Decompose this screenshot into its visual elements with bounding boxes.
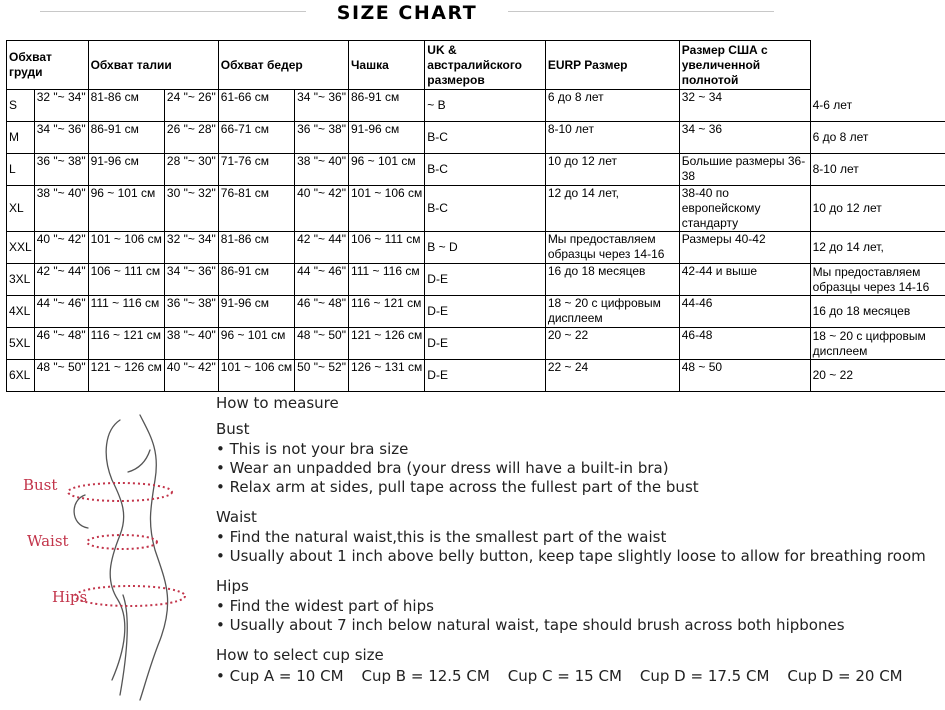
waist-label: Waist bbox=[27, 532, 69, 550]
eu-size-cell: Размеры 40-42 bbox=[679, 232, 810, 264]
eu-size-cell: 46-48 bbox=[679, 328, 810, 360]
table-row bbox=[7, 232, 945, 264]
cup-cm-cell: 86-91 см bbox=[348, 90, 424, 122]
waist-in-cell: 32 "~ 34" bbox=[164, 232, 218, 264]
guide-heading: How to measure bbox=[216, 394, 339, 412]
cup-heading: How to select cup size bbox=[216, 646, 384, 664]
cup-cm-cell: 116 ~ 121 см bbox=[348, 296, 424, 328]
cup-cm-cell: 91-96 см bbox=[348, 122, 424, 154]
header-bust: Обхват груди bbox=[7, 41, 89, 90]
header-hips: Обхват бедер bbox=[218, 41, 348, 90]
header-waist: Обхват талии bbox=[88, 41, 218, 90]
bust-cell: 48 "~ 50" bbox=[34, 360, 88, 392]
cup-cell: B-C bbox=[425, 186, 546, 232]
hips-tip: • Find the widest part of hips bbox=[216, 597, 434, 615]
size-cell: XL bbox=[7, 186, 35, 232]
waist-in-cell: 30 "~ 32" bbox=[164, 186, 218, 232]
header-us: Размер США с увеличенной полнотой bbox=[679, 41, 810, 90]
waist-in-cell: 24 "~ 26" bbox=[164, 90, 218, 122]
bust-cell: 34 "~ 36" bbox=[34, 122, 88, 154]
cup-cm-cell: 121 ~ 126 см bbox=[348, 328, 424, 360]
waist-cm-cell: 111 ~ 116 см bbox=[88, 296, 164, 328]
table-row bbox=[7, 122, 945, 154]
cup-cm-cell: 111 ~ 116 см bbox=[348, 264, 424, 296]
hips-cm-cell: 66-71 см bbox=[218, 122, 294, 154]
eu-size-cell: 32 ~ 34 bbox=[679, 90, 810, 122]
bust-cell: 46 "~ 48" bbox=[34, 328, 88, 360]
table-row bbox=[7, 296, 945, 328]
cup-cell: D-E bbox=[425, 328, 546, 360]
eu-size-cell: 34 ~ 36 bbox=[679, 122, 810, 154]
cup-size-item: Cup B = 12.5 CM bbox=[361, 667, 490, 685]
bust-cell: 38 "~ 40" bbox=[34, 186, 88, 232]
bust-section-title: Bust bbox=[216, 420, 250, 438]
hips-in-cell: 42 "~ 44" bbox=[295, 232, 349, 264]
bust-cell: 42 "~ 44" bbox=[34, 264, 88, 296]
title-divider-right bbox=[508, 11, 774, 12]
hips-cm-cell: 91-96 см bbox=[218, 296, 294, 328]
cup-cell: B-C bbox=[425, 154, 546, 186]
hips-cm-cell: 96 ~ 101 см bbox=[218, 328, 294, 360]
cup-cm-cell: 106 ~ 111 см bbox=[348, 232, 424, 264]
size-cell: XXL bbox=[7, 232, 35, 264]
hips-cm-cell: 101 ~ 106 см bbox=[218, 360, 294, 392]
size-cell: M bbox=[7, 122, 35, 154]
cup-cell: D-E bbox=[425, 360, 546, 392]
hips-cm-cell: 81-86 см bbox=[218, 232, 294, 264]
hips-in-cell: 36 "~ 38" bbox=[295, 122, 349, 154]
header-uk: UK & австралийского размеров bbox=[425, 41, 546, 90]
waist-tip: • Usually about 1 inch above belly button, keep tape slightly loose to allow for breathing room bbox=[216, 547, 926, 565]
uk-size-cell: 6 до 8 лет bbox=[545, 90, 679, 122]
measure-guide bbox=[216, 393, 941, 686]
hips-in-cell: 50 "~ 52" bbox=[295, 360, 349, 392]
hips-in-cell: 38 "~ 40" bbox=[295, 154, 349, 186]
waist-cm-cell: 96 ~ 101 см bbox=[88, 186, 164, 232]
cup-size-item: Cup D = 20 CM bbox=[787, 667, 903, 685]
cup-size-item: • Cup A = 10 CM bbox=[216, 667, 344, 685]
uk-size-cell: 22 ~ 24 bbox=[545, 360, 679, 392]
table-row bbox=[7, 90, 945, 122]
bust-cell: 40 "~ 42" bbox=[34, 232, 88, 264]
bust-cell: 32 "~ 34" bbox=[34, 90, 88, 122]
hips-in-cell: 46 "~ 48" bbox=[295, 296, 349, 328]
table-row bbox=[7, 186, 945, 232]
waist-cm-cell: 81-86 см bbox=[88, 90, 164, 122]
body-measure-figure bbox=[0, 400, 205, 705]
waist-in-cell: 28 "~ 30" bbox=[164, 154, 218, 186]
bust-cell: 36 "~ 38" bbox=[34, 154, 88, 186]
us-size-cell: 8-10 лет bbox=[810, 154, 945, 186]
hips-cm-cell: 71-76 см bbox=[218, 154, 294, 186]
page-title: SIZE CHART bbox=[336, 2, 478, 24]
hips-cm-cell: 86-91 см bbox=[218, 264, 294, 296]
table-row bbox=[7, 360, 945, 392]
cup-cm-cell: 96 ~ 101 см bbox=[348, 154, 424, 186]
waist-cm-cell: 86-91 см bbox=[88, 122, 164, 154]
uk-size-cell: 12 до 14 лет, bbox=[545, 186, 679, 232]
us-size-cell: 12 до 14 лет, bbox=[810, 232, 945, 264]
cup-cell: B ~ D bbox=[425, 232, 546, 264]
waist-cm-cell: 121 ~ 126 см bbox=[88, 360, 164, 392]
cup-cell: D-E bbox=[425, 296, 546, 328]
cup-cell: B-C bbox=[425, 122, 546, 154]
hips-in-cell: 48 "~ 50" bbox=[295, 328, 349, 360]
hips-in-cell: 44 "~ 46" bbox=[295, 264, 349, 296]
waist-section-title: Waist bbox=[216, 508, 257, 526]
header-eu: EURP Размер bbox=[545, 41, 679, 90]
cup-cell: ~ B bbox=[425, 90, 546, 122]
table-row bbox=[7, 328, 945, 360]
uk-size-cell: 20 ~ 22 bbox=[545, 328, 679, 360]
bust-cell: 44 "~ 46" bbox=[34, 296, 88, 328]
size-cell: 6XL bbox=[7, 360, 35, 392]
waist-in-cell: 40 "~ 42" bbox=[164, 360, 218, 392]
table-header-row bbox=[7, 41, 945, 90]
hips-section-title: Hips bbox=[216, 577, 249, 595]
size-cell: L bbox=[7, 154, 35, 186]
us-size-cell: 18 ~ 20 с цифровым дисплеем bbox=[810, 328, 945, 360]
hips-label: Hips bbox=[52, 588, 88, 606]
title-divider-left bbox=[40, 11, 306, 12]
eu-size-cell: 42-44 и выше bbox=[679, 264, 810, 296]
waist-cm-cell: 91-96 см bbox=[88, 154, 164, 186]
cup-size-item: Cup C = 15 CM bbox=[507, 667, 622, 685]
eu-size-cell: 48 ~ 50 bbox=[679, 360, 810, 392]
us-size-cell: 4-6 лет bbox=[810, 90, 945, 122]
cup-cm-cell: 126 ~ 131 см bbox=[348, 360, 424, 392]
uk-size-cell: 18 ~ 20 с цифровым дисплеем bbox=[545, 296, 679, 328]
us-size-cell: Мы предоставляем образцы через 14-16 bbox=[810, 264, 945, 296]
uk-size-cell: Мы предоставляем образцы через 14-16 bbox=[545, 232, 679, 264]
waist-cm-cell: 116 ~ 121 см bbox=[88, 328, 164, 360]
hips-cm-cell: 61-66 см bbox=[218, 90, 294, 122]
waist-cm-cell: 106 ~ 111 см bbox=[88, 264, 164, 296]
hips-in-cell: 40 "~ 42" bbox=[295, 186, 349, 232]
hips-tip: • Usually about 7 inch below natural waist, tape should brush across both hipbones bbox=[216, 616, 845, 634]
bust-tip: • Relax arm at sides, pull tape across the fullest part of the bust bbox=[216, 478, 699, 496]
table-row bbox=[7, 154, 945, 186]
eu-size-cell: 38-40 по европейскому стандарту bbox=[679, 186, 810, 232]
header-cup: Чашка bbox=[348, 41, 424, 90]
hips-in-cell: 34 "~ 36" bbox=[295, 90, 349, 122]
waist-in-cell: 36 "~ 38" bbox=[164, 296, 218, 328]
waist-in-cell: 38 "~ 40" bbox=[164, 328, 218, 360]
us-size-cell: 20 ~ 22 bbox=[810, 360, 945, 392]
hips-cm-cell: 76-81 см bbox=[218, 186, 294, 232]
us-size-cell: 6 до 8 лет bbox=[810, 122, 945, 154]
title-bar bbox=[0, 0, 945, 30]
us-size-cell: 10 до 12 лет bbox=[810, 186, 945, 232]
cup-size-item: Cup D = 17.5 CM bbox=[639, 667, 770, 685]
waist-tip: • Find the natural waist,this is the smallest part of the waist bbox=[216, 528, 667, 546]
cup-cell: D-E bbox=[425, 264, 546, 296]
us-size-cell: 16 до 18 месяцев bbox=[810, 296, 945, 328]
eu-size-cell: 44-46 bbox=[679, 296, 810, 328]
size-cell: 5XL bbox=[7, 328, 35, 360]
bust-label: Bust bbox=[23, 476, 58, 494]
waist-cm-cell: 101 ~ 106 см bbox=[88, 232, 164, 264]
waist-in-cell: 34 "~ 36" bbox=[164, 264, 218, 296]
size-table bbox=[6, 40, 945, 392]
size-cell: 3XL bbox=[7, 264, 35, 296]
waist-in-cell: 26 "~ 28" bbox=[164, 122, 218, 154]
header-empty bbox=[810, 41, 945, 90]
cup-size-list bbox=[216, 666, 941, 686]
uk-size-cell: 10 до 12 лет bbox=[545, 154, 679, 186]
eu-size-cell: Большие размеры 36-38 bbox=[679, 154, 810, 186]
size-cell: 4XL bbox=[7, 296, 35, 328]
bust-tip: • Wear an unpadded bra (your dress will have a built-in bra) bbox=[216, 459, 669, 477]
table-row bbox=[7, 264, 945, 296]
cup-cm-cell: 101 ~ 106 см bbox=[348, 186, 424, 232]
uk-size-cell: 8-10 лет bbox=[545, 122, 679, 154]
uk-size-cell: 16 до 18 месяцев bbox=[545, 264, 679, 296]
size-cell: S bbox=[7, 90, 35, 122]
body-outline-illustration bbox=[0, 400, 205, 705]
bust-tip: • This is not your bra size bbox=[216, 440, 409, 458]
